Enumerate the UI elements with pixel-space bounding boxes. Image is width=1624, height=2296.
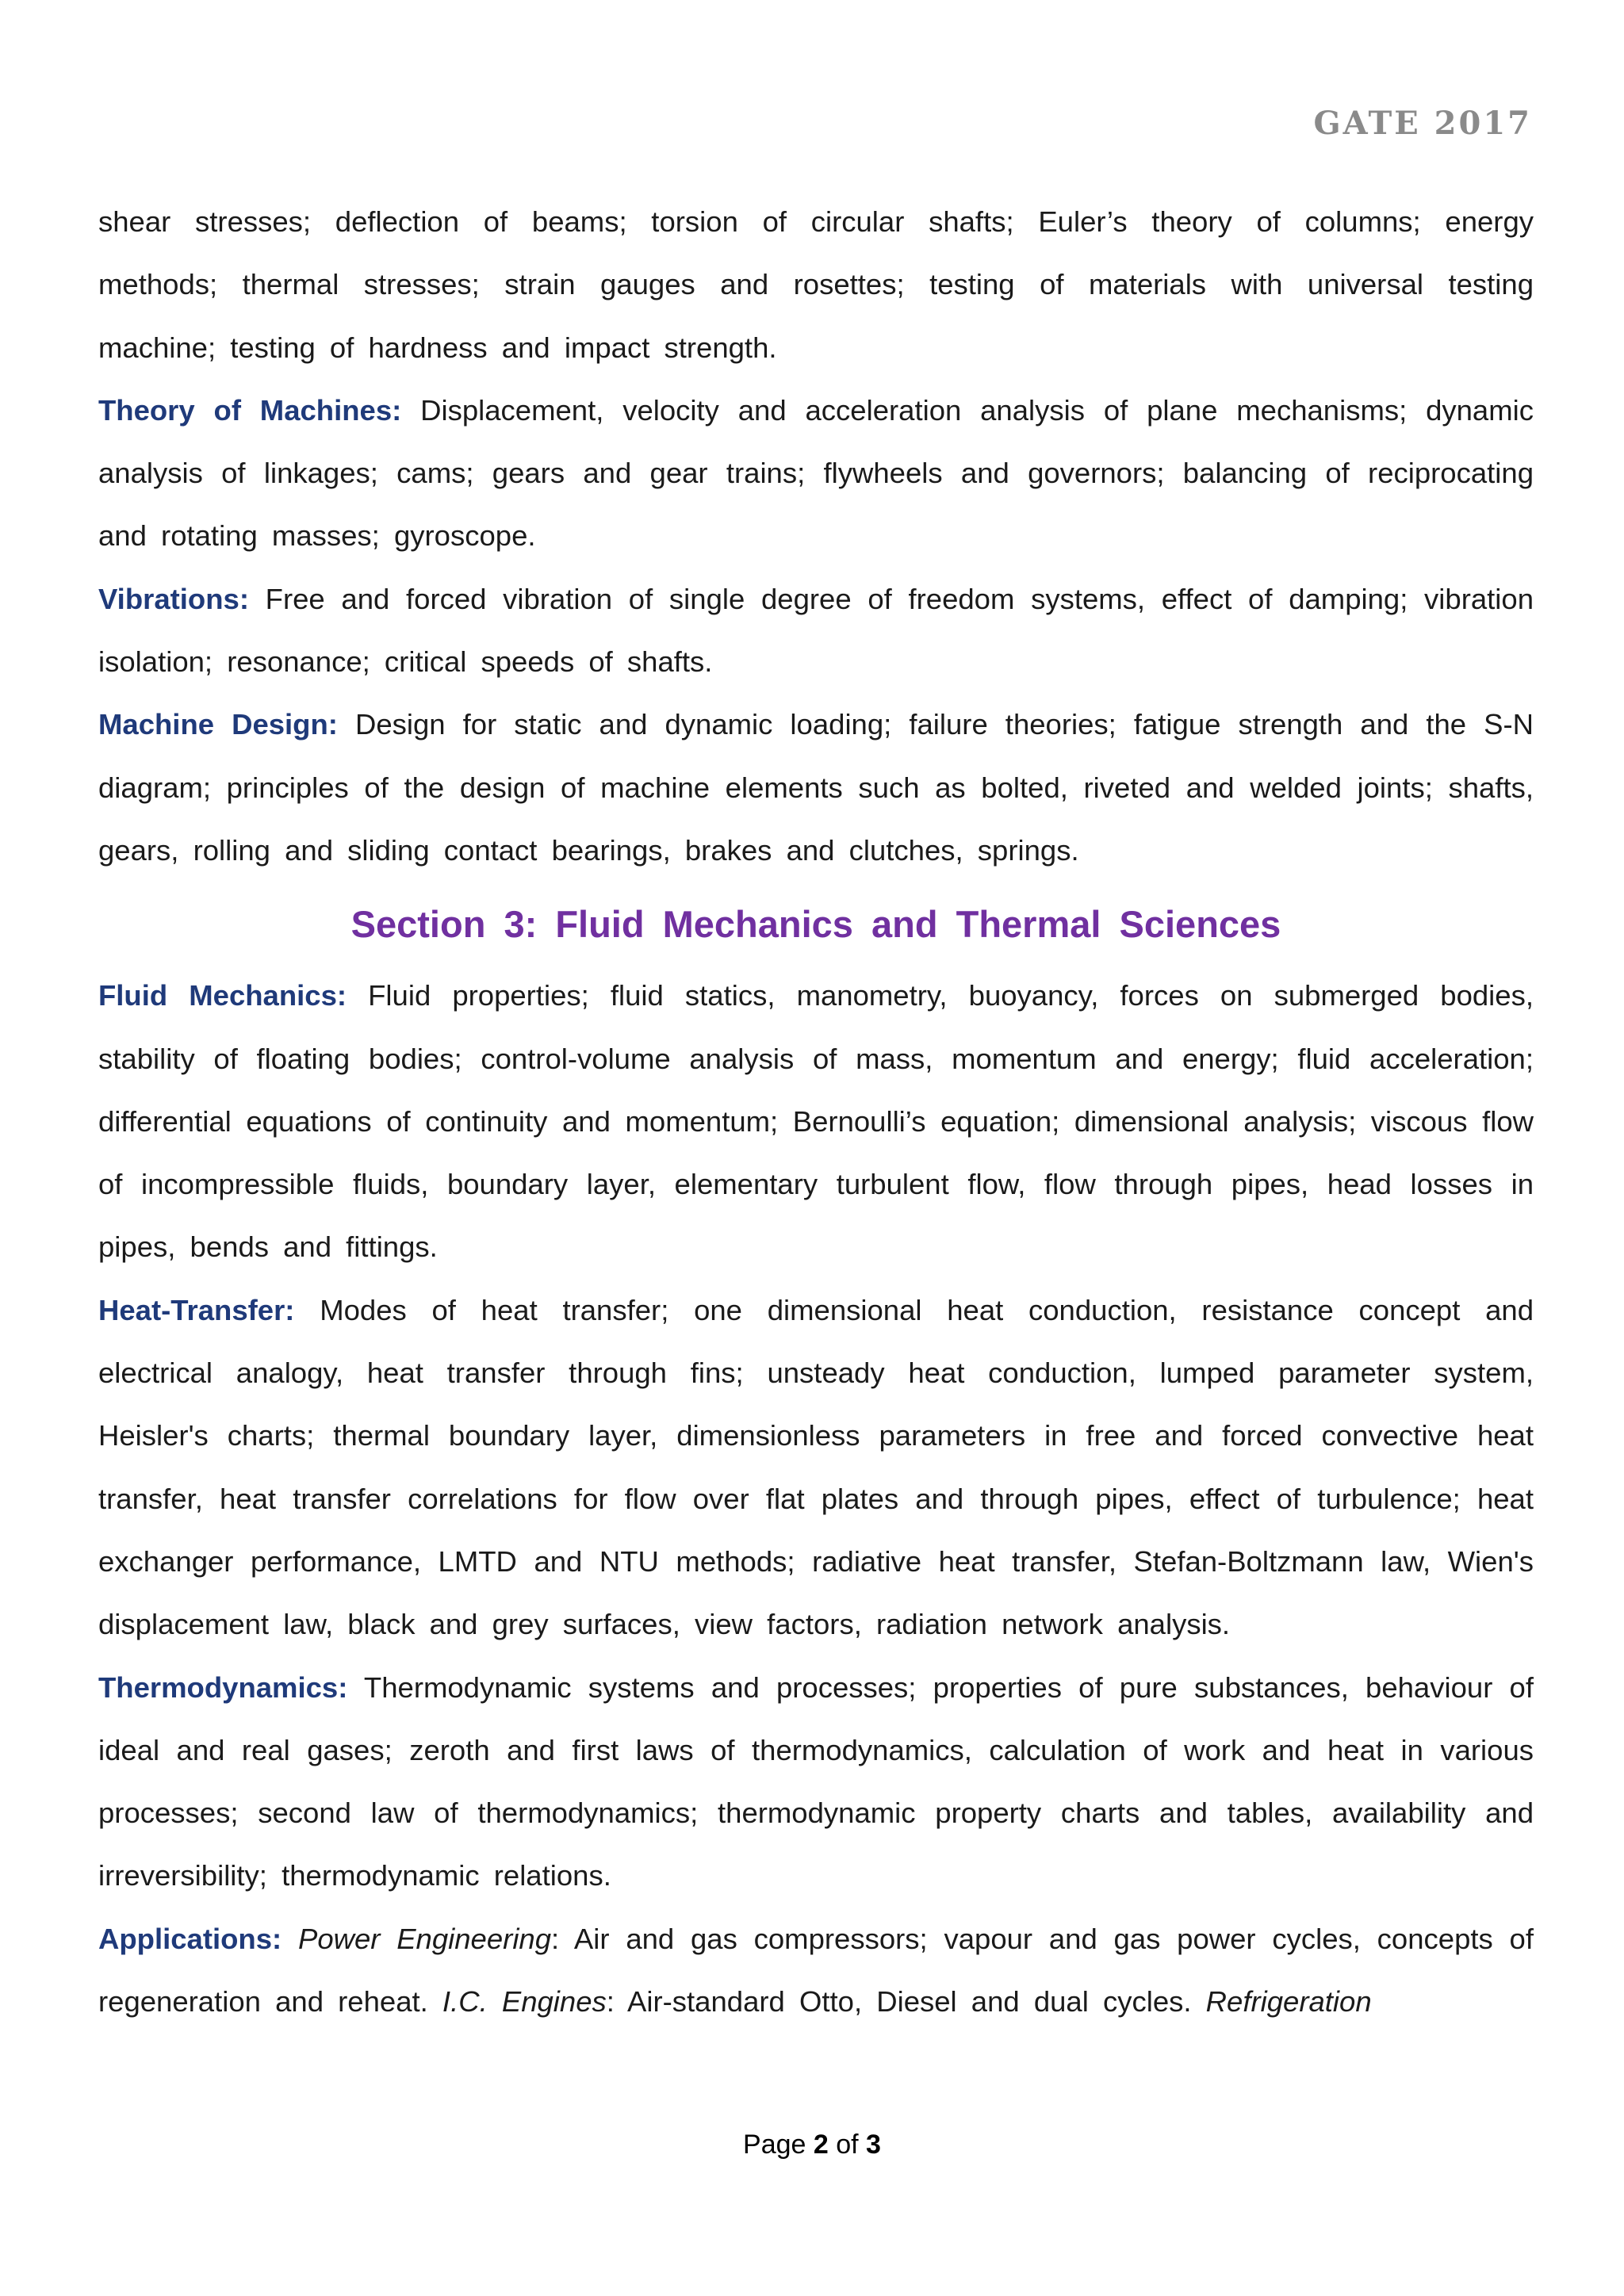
paragraph-applications bbox=[98, 1908, 1534, 2034]
topic-label: Machine Design: bbox=[98, 708, 338, 741]
paragraph-text: Design for static and dynamic loading; failure theories; fatigue strength and the S-N diagram; principles of the design of machine elements such as bolted, riveted and welded joints; shafts, gears, rolling and sliding contact bearings, brakes and clutches, springs. bbox=[98, 708, 1534, 867]
page-footer bbox=[0, 2130, 1624, 2160]
footer-prefix: Page bbox=[743, 2130, 814, 2160]
paragraph-text: Displacement, velocity and acceleration analysis of plane mechanisms; dynamic analysis of linkages; cams; gears and gear trains; flywheels and governors; balancing of reciprocating and rotating masses; gyroscope. bbox=[98, 393, 1534, 553]
paragraph-text: Free and forced vibration of single degree of freedom systems, effect of damping; vibration isolation; resonance; critical speeds of shafts. bbox=[98, 582, 1534, 679]
topic-label: Theory of Machines: bbox=[98, 393, 402, 427]
paragraph-heat-transfer bbox=[98, 1279, 1534, 1656]
subtopic-power-engineering: Power Engineering bbox=[297, 1922, 552, 1955]
paragraph-vibrations bbox=[98, 568, 1534, 694]
paragraph-machine-design bbox=[98, 693, 1534, 882]
topic-label: Thermodynamics: bbox=[98, 1670, 348, 1704]
topic-label: Applications: bbox=[98, 1922, 282, 1955]
section-heading: Section 3: Fluid Mechanics and Thermal Sciences bbox=[350, 903, 1281, 946]
paragraph-text: : Air and gas compressors; vapour and gas power cycles, concepts of regeneration and reheat. bbox=[98, 1922, 1534, 2019]
footer-current-page: 2 bbox=[813, 2130, 829, 2160]
paragraph-text: Fluid properties; fluid statics, manometry, buoyancy, forces on submerged bodies, stability of floating bodies; control-volume analysis of mass, momentum and energy; fluid acceleration; differential equations of continuity and momentum; Bernoulli’s equation; dimensional analysis; viscous flow of incompressible fluids, boundary layer, elementary turbulent flow, flow through pipes, head losses in pipes, bends and fittings. bbox=[98, 979, 1534, 1264]
paragraph-text: : Air-standard Otto, Diesel and dual cycles. bbox=[606, 1985, 1206, 2019]
paragraph-fluid-mechanics bbox=[98, 964, 1534, 1278]
paragraph-text: Thermodynamic systems and processes; properties of pure substances, behaviour of ideal and real gases; zeroth and first laws of thermodynamics, calculation of work and heat in various processes; second law of thermodynamics; thermodynamic property charts and tables, availability and irreversibility; thermodynamic relations. bbox=[98, 1670, 1534, 1892]
subtopic-ic-engines: I.C. Engines bbox=[442, 1985, 607, 2019]
footer-total-pages: 3 bbox=[866, 2130, 881, 2160]
topic-label: Vibrations: bbox=[98, 582, 249, 615]
document-body bbox=[98, 190, 1534, 2033]
paragraph-thermodynamics bbox=[98, 1656, 1534, 1908]
topic-label: Fluid Mechanics: bbox=[98, 979, 347, 1012]
paragraph-text: Modes of heat transfer; one dimensional heat conduction, resistance concept and electrical analogy, heat transfer through fins; unsteady heat conduction, lumped parameter system, Heisler's charts; thermal boundary layer, dimensionless parameters in free and forced convective heat transfer, heat transfer correlations for flow over flat plates and through pipes, effect of turbulence; heat exchanger performance, LMTD and NTU methods; radiative heat transfer, Stefan-Boltzmann law, Wien's displacement law, black and grey surfaces, view factors, radiation network analysis. bbox=[98, 1293, 1534, 1641]
paragraph-text: shear stresses; deflection of beams; torsion of circular shafts; Euler’s theory of columns; energy methods; thermal stresses; strain gauges and rosettes; testing of materials with universal testing machine; testing of hardness and impact strength. bbox=[98, 205, 1534, 364]
footer-middle: of bbox=[828, 2130, 867, 2160]
topic-label: Heat-Transfer: bbox=[98, 1293, 295, 1326]
subtopic-refrigeration: Refrigeration bbox=[1205, 1985, 1372, 2019]
paragraph-strength-of-materials bbox=[98, 190, 1534, 379]
paragraph-theory-of-machines bbox=[98, 379, 1534, 568]
page-header-title: GATE 2017 bbox=[1313, 105, 1532, 142]
